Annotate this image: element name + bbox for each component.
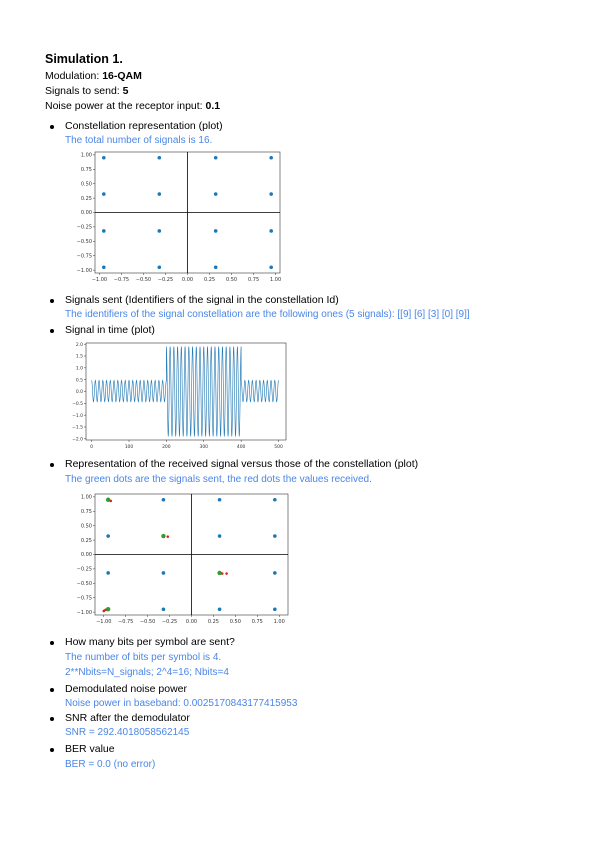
y-tick-label: −0.50 (76, 581, 92, 588)
y-tick-label: −1.00 (76, 609, 92, 616)
y-tick-label: 0.75 (80, 508, 92, 515)
y-tick-label: 0.25 (80, 195, 92, 202)
answer-bits-1: The number of bits per symbol is 4. (65, 652, 222, 663)
constellation-point (273, 571, 277, 575)
constellation-point (214, 156, 218, 160)
y-tick-label: −1.00 (76, 267, 92, 274)
constellation-point (214, 229, 218, 233)
y-tick-label: 2.0 (75, 342, 83, 348)
bullet-dot (50, 748, 54, 752)
x-tick-label: −1.00 (91, 277, 108, 283)
x-tick-label: −0.50 (139, 619, 156, 625)
constellation-point (214, 265, 218, 269)
received-signal-plot (55, 490, 295, 628)
constellation-point (162, 498, 166, 502)
signals-line (45, 85, 128, 97)
modulation-label: Modulation: (45, 70, 103, 82)
constellation-point (218, 498, 222, 502)
constellation-point (102, 229, 106, 233)
y-tick-label: −2.0 (72, 437, 83, 443)
y-tick-label: 1.00 (80, 494, 92, 501)
bullet-dot (50, 299, 54, 303)
x-tick-label: 300 (199, 445, 209, 450)
answer-bits-2: 2**Nbits=N_signals; 2^4=16; Nbits=4 (65, 667, 229, 678)
y-tick-label: −1.0 (72, 413, 83, 419)
bullet-text: Representation of the received signal versus those of the constellation (plot) (65, 458, 419, 470)
y-tick-label: 0.0 (75, 390, 83, 396)
x-tick-label: 1.00 (270, 277, 282, 283)
constellation-point (218, 607, 222, 611)
x-tick-label: 0.00 (185, 619, 198, 625)
y-tick-label: −0.5 (72, 401, 83, 407)
page-title: Simulation 1. (45, 52, 123, 66)
received-point (104, 609, 107, 612)
sent-point (161, 534, 165, 538)
x-tick-label: 0.00 (181, 277, 194, 283)
bullet-text: Constellation representation (plot) (65, 120, 223, 132)
constellation-point (158, 156, 162, 160)
x-tick-label: −1.00 (96, 619, 112, 625)
bullet-text: Signal in time (plot) (65, 324, 155, 336)
y-tick-label: 0.5 (75, 378, 83, 384)
bullet-text: SNR after the demodulator (65, 712, 190, 724)
answer-noise: Noise power in baseband: 0.0025170843177415953 (65, 698, 298, 709)
modulation-value: 16-QAM (102, 70, 142, 82)
constellation-point (158, 192, 162, 196)
bullet-text: BER value (65, 743, 115, 755)
x-tick-label: 500 (274, 445, 283, 450)
x-tick-label: 400 (236, 445, 246, 450)
received-point (167, 535, 170, 538)
y-tick-label: −0.75 (76, 253, 92, 260)
constellation-point (269, 192, 273, 196)
x-tick-label: −0.75 (113, 277, 130, 283)
constellation-point (158, 265, 162, 269)
constellation-plot (55, 148, 290, 288)
constellation-point (269, 156, 273, 160)
bullet-dot (50, 329, 54, 333)
answer-ber: BER = 0.0 (no error) (65, 759, 156, 770)
y-tick-label: −0.50 (76, 239, 92, 246)
y-tick-label: 0.00 (80, 552, 92, 559)
constellation-point (214, 192, 218, 196)
y-tick-label: 0.50 (80, 181, 92, 188)
bullet-dot (50, 641, 54, 645)
x-tick-label: −0.25 (161, 619, 178, 625)
y-tick-label: 0.00 (80, 210, 92, 217)
received-point (109, 500, 112, 503)
y-tick-label: 1.0 (75, 366, 83, 372)
y-tick-label: 1.5 (75, 354, 83, 360)
constellation-point (273, 498, 277, 502)
x-tick-label: 0.25 (203, 277, 216, 283)
constellation-point (162, 607, 166, 611)
constellation-point (158, 229, 162, 233)
x-tick-label: 0 (90, 445, 94, 450)
y-tick-label: 1.00 (80, 152, 92, 159)
x-tick-label: 1.00 (273, 619, 285, 625)
constellation-point (273, 534, 277, 538)
received-point (225, 572, 228, 575)
constellation-point (269, 229, 273, 233)
signal-series-line (92, 347, 279, 437)
x-tick-label: −0.25 (157, 277, 174, 283)
signals-label: Signals to send: (45, 85, 123, 97)
x-tick-label: 0.50 (225, 277, 238, 283)
answer-sent: The identifiers of the signal constellation are the following ones (5 signals): [[9] [6] [3] [0] [9]] (65, 309, 470, 320)
constellation-point (102, 156, 106, 160)
bullet-dot (50, 125, 54, 129)
y-tick-label: −0.25 (76, 566, 92, 573)
noise-label: Noise power at the receptor input: (45, 100, 206, 112)
bullet-dot (50, 463, 54, 467)
x-tick-label: 0.75 (251, 619, 263, 625)
constellation-point (162, 571, 166, 575)
answer-constellation: The total number of signals is 16. (65, 135, 213, 146)
noise-line (45, 100, 220, 112)
bullet-text: Demodulated noise power (65, 683, 187, 695)
x-tick-label: 0.25 (207, 619, 220, 625)
constellation-point (102, 192, 106, 196)
bullet-text: How many bits per symbol are sent? (65, 636, 235, 648)
bullet-dot (50, 717, 54, 721)
x-tick-label: 0.75 (248, 277, 260, 283)
constellation-point (218, 534, 222, 538)
modulation-line (45, 70, 142, 82)
y-tick-label: −1.5 (72, 425, 83, 431)
x-tick-label: 100 (124, 445, 134, 450)
signals-value: 5 (122, 85, 129, 97)
noise-value: 0.1 (205, 100, 221, 112)
x-tick-label: −0.50 (135, 277, 152, 283)
y-tick-label: 0.50 (80, 523, 92, 530)
x-tick-label: 200 (162, 445, 171, 450)
constellation-point (269, 265, 273, 269)
x-tick-label: 0.50 (229, 619, 241, 625)
constellation-point (106, 571, 110, 575)
y-tick-label: 0.75 (80, 166, 92, 173)
y-tick-label: 0.25 (80, 537, 92, 544)
received-point (221, 572, 224, 575)
y-tick-label: −0.25 (76, 224, 92, 231)
time-signal-plot (62, 340, 298, 456)
constellation-point (273, 607, 277, 611)
bullet-dot (50, 688, 54, 692)
bullet-text: Signals sent (Identifiers of the signal in the constellation Id) (65, 294, 339, 306)
constellation-point (102, 265, 106, 269)
constellation-point (106, 534, 110, 538)
x-tick-label: −0.75 (118, 619, 134, 625)
answer-received: The green dots are the signals sent, the red dots the values received. (65, 474, 372, 485)
y-tick-label: −0.75 (76, 595, 92, 602)
answer-snr: SNR = 292.4018058562145 (65, 727, 190, 738)
